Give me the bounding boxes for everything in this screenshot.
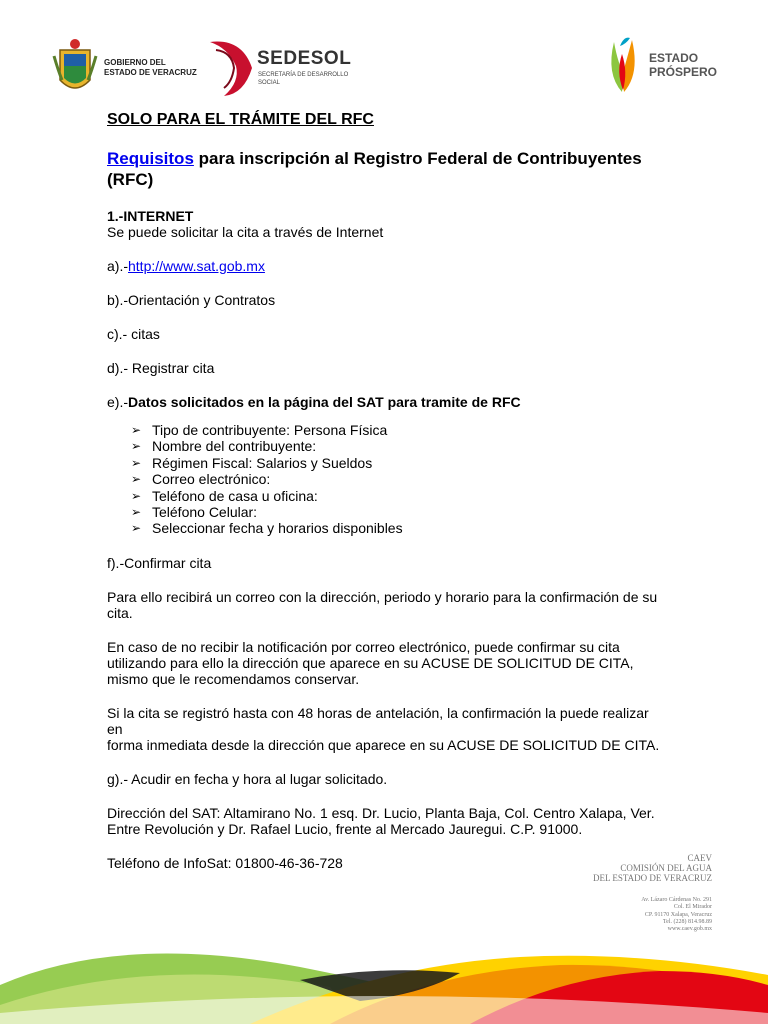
paragraph-confirm-line1: Para ello recibirá un correo con la dirección, periodo y horario para la confirmación de su [107, 588, 658, 605]
prospero-logo-line2: PRÓSPERO [649, 65, 718, 79]
paragraph-48h-line2: forma inmediata desde la dirección que aparece en su ACUSE DE SOLICITUD DE CITA. [107, 736, 660, 753]
arrow-bullet-icon: ➢ [131, 505, 142, 520]
veracruz-logo-line1: GOBIERNO DEL [104, 58, 166, 67]
sat-address-line1: Dirección del SAT: Altamirano No. 1 esq. Dr. Lucio, Planta Baja, Col. Centro Xalapa, Ver. [107, 804, 655, 821]
caev-address [560, 897, 712, 933]
section-internet-title: 1.-INTERNET [107, 208, 194, 224]
caev-name-line1: COMISIÓN DEL AGUA [620, 863, 712, 873]
paragraph-confirm-line2: cita. [107, 604, 133, 621]
step-a [107, 258, 667, 274]
list-item-text: Correo electrónico: [152, 471, 271, 488]
step-e-prefix: e).- [107, 394, 128, 410]
step-f: f).-Confirmar cita [107, 554, 212, 571]
list-item [131, 488, 667, 504]
caev-address-line2: Col. El Mirador [673, 904, 712, 911]
prospero-logo-line1: ESTADO [649, 51, 699, 65]
caev-contact-block [560, 853, 712, 933]
list-item [131, 504, 667, 520]
step-a-prefix: a).- [107, 258, 128, 274]
prospero-flame-icon [604, 34, 642, 94]
list-item-text: Nombre del contribuyente: [152, 438, 317, 455]
arrow-bullet-icon: ➢ [131, 455, 142, 470]
step-b: b).-Orientación y Contratos [107, 292, 276, 308]
requirements-heading-text: para inscripción al Registro Federal de Contribuyentes (RFC) [107, 149, 642, 189]
list-item-text: Seleccionar fecha y horarios disponibles [152, 520, 403, 537]
step-e [107, 394, 667, 410]
list-item [131, 471, 667, 487]
caev-phone: Tel. (228) 814.98.89 [662, 918, 712, 925]
list-item-text: Régimen Fiscal: Salarios y Sueldos [152, 454, 373, 471]
sedesol-sub-line1: SECRETARÍA DE DESARROLLO [258, 72, 349, 78]
paragraph-notification-line1: En caso de no recibir la notificación por correo electrónico, puede confirmar su cita [107, 638, 620, 655]
list-item [131, 520, 667, 536]
veracruz-logo-line2: ESTADO DE VERACRUZ [104, 68, 197, 77]
sedesol-logo [206, 38, 366, 98]
step-e-bold: Datos solicitados en la página del SAT para tramite de RFC [128, 394, 521, 410]
document-body [107, 110, 667, 871]
paragraph-48h-line1: Si la cita se registró hasta con 48 horas de antelación, la confirmación la puede realizar en [107, 704, 649, 737]
sat-address-line2: Entre Revolución y Dr. Rafael Lucio, frente al Mercado Jauregui. C.P. 91000. [107, 820, 583, 837]
requirements-heading [107, 148, 667, 190]
list-item-text: Tipo de contribuyente: Persona Física [152, 422, 388, 438]
sat-website-link[interactable]: http://www.sat.gob.mx [128, 258, 265, 274]
caev-website: www.caev.gob.mx [667, 926, 712, 933]
list-item [131, 455, 667, 471]
arrow-bullet-icon: ➢ [131, 488, 142, 503]
arrow-bullet-icon: ➢ [131, 472, 142, 487]
footer-wave-decoration [0, 935, 768, 1024]
infosat-phone: Teléfono de InfoSat: 01800-46-36-728 [107, 854, 343, 871]
required-data-list [107, 422, 667, 537]
arrow-bullet-icon: ➢ [131, 423, 142, 437]
estado-prospero-logo [604, 34, 734, 98]
sedesol-swoosh-icon [206, 38, 256, 98]
step-g: g).- Acudir en fecha y hora al lugar solicitado. [107, 770, 388, 787]
arrow-bullet-icon: ➢ [131, 439, 142, 454]
list-item [131, 438, 667, 454]
document-title: SOLO PARA EL TRÁMITE DEL RFC [107, 111, 374, 128]
section-internet-intro: Se puede solicitar la cita a través de Internet [107, 224, 384, 240]
list-item-text: Teléfono de casa u oficina: [152, 487, 318, 504]
step-d: d).- Registrar cita [107, 360, 215, 376]
caev-address-line1: Av. Lázaro Cárdenas No. 291 [641, 897, 712, 903]
paragraph-notification-line3: mismo que le recomendamos conservar. [107, 670, 360, 687]
step-c: c).- citas [107, 326, 160, 342]
paragraph-notification-line2: utilizando para ello la dirección que aparece en su ACUSE DE SOLICITUD DE CITA, [107, 654, 634, 671]
list-item-text: Teléfono Celular: [152, 504, 258, 521]
requisitos-link[interactable]: Requisitos [107, 149, 194, 168]
caev-name-line2: DEL ESTADO DE VERACRUZ [592, 873, 712, 883]
sedesol-sub-line2: SOCIAL [258, 80, 281, 86]
arrow-bullet-icon: ➢ [131, 521, 142, 536]
veracruz-government-logo [52, 36, 212, 100]
veracruz-crest-icon [52, 36, 98, 98]
caev-address-line3: CP. 91170 Xalapa, Veracruz [644, 911, 712, 918]
caev-title: CAEV [687, 853, 712, 863]
sedesol-name: SEDESOL [257, 48, 352, 69]
list-item [131, 422, 667, 438]
